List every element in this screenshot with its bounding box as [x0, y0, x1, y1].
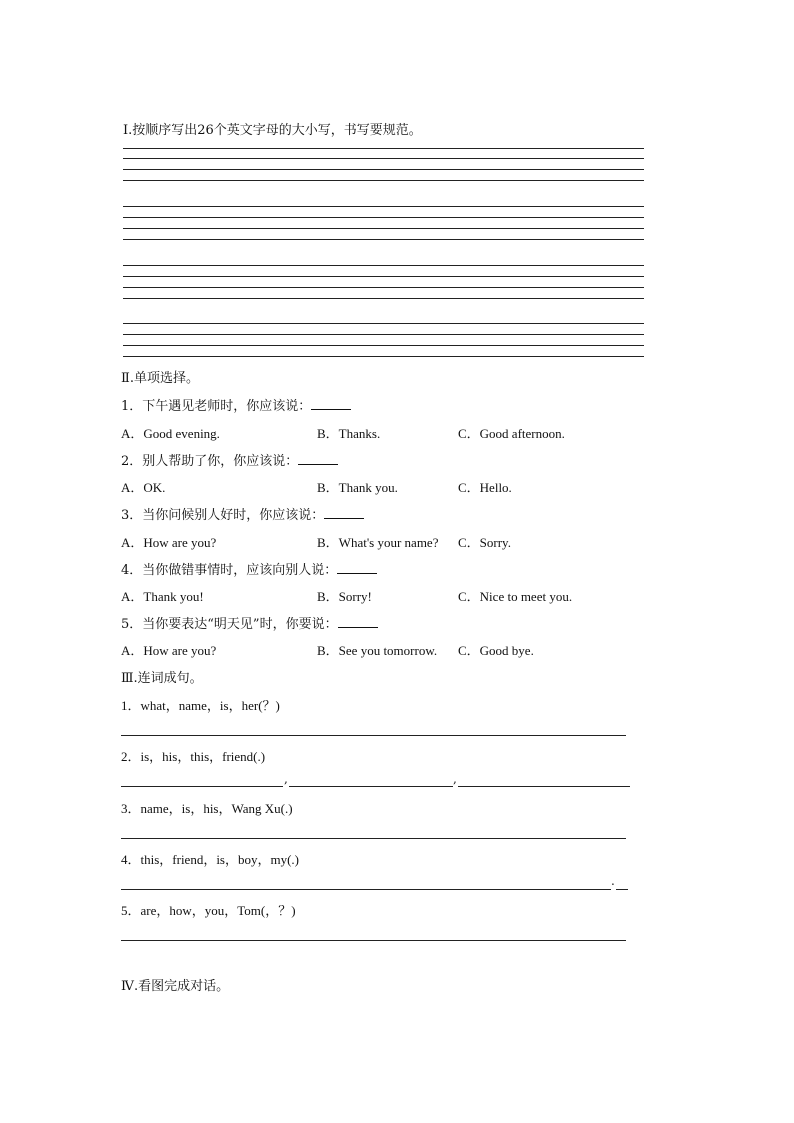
question-2: [121, 450, 338, 469]
writing-line: [123, 228, 644, 229]
option-b: B．What's your name?: [317, 535, 439, 550]
question-text: 3．当你问候别人好时，你应该说：: [121, 508, 325, 523]
writing-line: [123, 265, 644, 266]
word-order-question-1: 1．what，name，is，her(？): [121, 698, 280, 713]
writing-line: [123, 287, 644, 288]
section-3-title: Ⅲ.连词成句。: [121, 671, 203, 686]
answer-line[interactable]: [121, 838, 626, 839]
writing-line: [123, 148, 644, 149]
section-4-title: Ⅳ.看图完成对话。: [121, 979, 230, 994]
answer-line[interactable]: [289, 786, 453, 787]
comma-mark: ,: [453, 772, 457, 786]
option-c: C．Sorry.: [458, 535, 511, 550]
option-a: A．Good evening.: [121, 426, 220, 441]
writing-line: [123, 217, 644, 218]
answer-line[interactable]: [616, 889, 628, 890]
period-mark: .: [611, 874, 615, 888]
option-b: B．Thanks.: [317, 426, 381, 441]
writing-line: [123, 334, 644, 335]
option-c: C．Nice to meet you.: [458, 589, 573, 604]
option-a: A．How are you?: [121, 643, 217, 658]
question-text: 1．下午遇见老师时，你应该说：: [121, 399, 312, 414]
word-order-question-2: 2．is，his，this，friend(.): [121, 749, 266, 764]
question-5: [121, 613, 378, 632]
writing-line: [123, 239, 644, 240]
answer-line[interactable]: [458, 786, 630, 787]
writing-line: [123, 158, 644, 159]
writing-line: [123, 169, 644, 170]
word-order-question-5: 5．are，how，you，Tom(，？): [121, 903, 296, 918]
question-4: [121, 559, 377, 578]
question-text: 5．当你要表达“明天见”时，你要说：: [121, 617, 338, 632]
option-a: A．How are you?: [121, 535, 217, 550]
writing-line: [123, 276, 644, 277]
answer-line[interactable]: [121, 735, 626, 736]
writing-line: [123, 345, 644, 346]
option-c: C．Good afternoon.: [458, 426, 565, 441]
option-c: C．Hello.: [458, 480, 512, 495]
answer-line[interactable]: [121, 940, 626, 941]
word-order-question-4: 4．this，friend，is，boy，my(.): [121, 852, 300, 867]
answer-blank[interactable]: [298, 452, 338, 465]
answer-line[interactable]: [121, 786, 283, 787]
option-a: A．OK.: [121, 480, 166, 495]
answer-blank[interactable]: [338, 615, 378, 628]
question-1: [121, 395, 351, 414]
writing-line: [123, 323, 644, 324]
writing-line: [123, 298, 644, 299]
comma-mark: ,: [284, 772, 288, 786]
option-b: B．Thank you.: [317, 480, 398, 495]
option-b: B．See you tomorrow.: [317, 643, 438, 658]
option-a: A．Thank you!: [121, 589, 204, 604]
writing-line: [123, 180, 644, 181]
answer-line[interactable]: [121, 889, 611, 890]
writing-line: [123, 356, 644, 357]
option-c: C．Good bye.: [458, 643, 534, 658]
section-2-title: Ⅱ.单项选择。: [121, 371, 199, 386]
answer-blank[interactable]: [324, 506, 364, 519]
answer-blank[interactable]: [311, 397, 351, 410]
question-text: 2．别人帮助了你，你应该说：: [121, 454, 299, 469]
answer-blank[interactable]: [337, 561, 377, 574]
writing-line: [123, 206, 644, 207]
option-b: B．Sorry!: [317, 589, 372, 604]
section-1-title: Ⅰ.按顺序写出26个英文字母的大小写，书写要规范。: [123, 123, 422, 138]
word-order-question-3: 3．name，is，his，Wang Xu(.): [121, 801, 293, 816]
question-text: 4．当你做错事情时，应该向别人说：: [121, 563, 338, 578]
question-3: [121, 504, 364, 523]
